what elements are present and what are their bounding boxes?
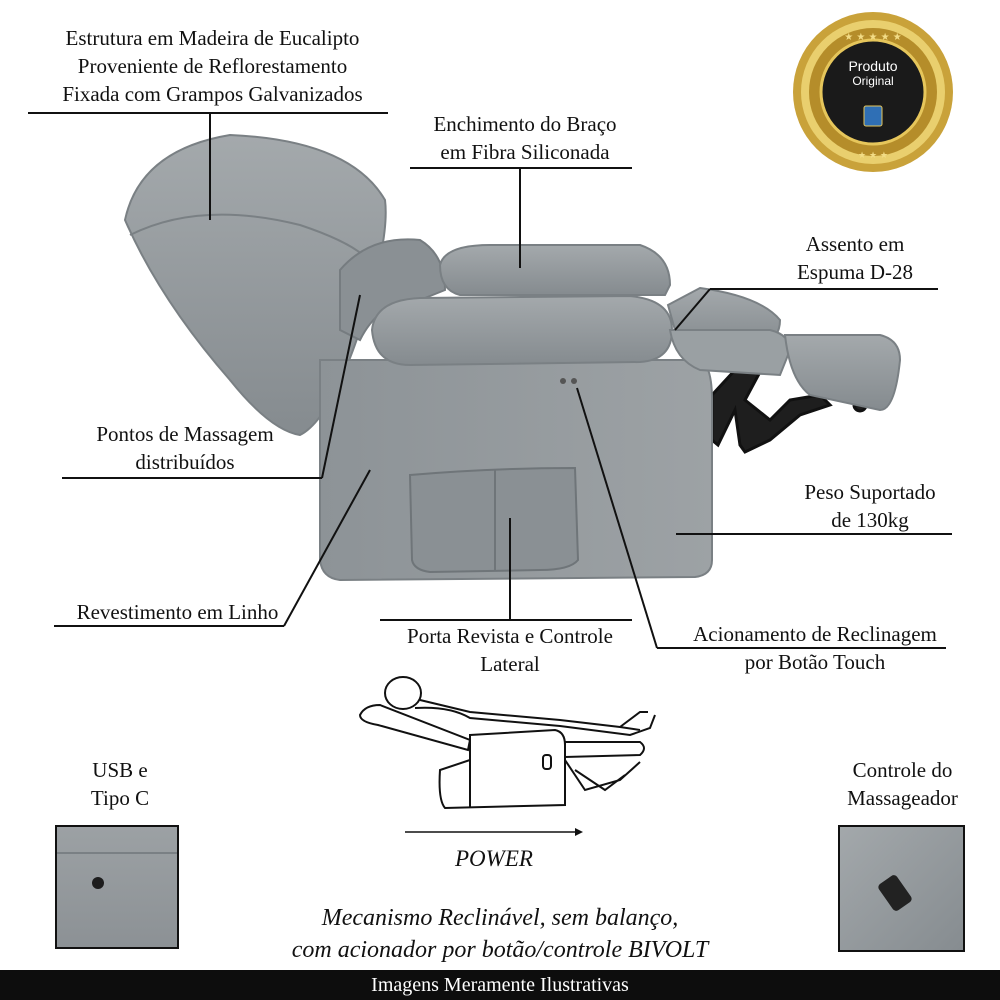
caption-line1: Mecanismo Reclinável, sem balanço, (321, 905, 679, 931)
usb-port-icon (92, 877, 104, 889)
label-assento-line2: Espuma D-28 (796, 260, 914, 284)
label-peso-line2: de 130kg (831, 508, 909, 532)
label-enchimento-line1: Enchimento do Braço (433, 112, 617, 136)
caption-line2: com acionador por botão/controle BIVOLT (291, 937, 709, 963)
badge-text-1: Produto (848, 58, 898, 74)
svg-text:★ ★ ★: ★ ★ ★ (858, 151, 888, 161)
label-acionamento-line1: Acionamento de Reclinagem (693, 622, 937, 646)
label-controle-line1: Controle do (852, 758, 953, 782)
label-revestimento-line1: Revestimento em Linho (76, 600, 279, 624)
label-massagem-line1: Pontos de Massagem (96, 422, 274, 446)
label-enchimento-line2: em Fibra Siliconada (440, 140, 610, 164)
label-peso-line1: Peso Suportado (804, 480, 936, 504)
label-massagem-line2: distribuídos (135, 450, 235, 474)
footer-disclaimer: Imagens Meramente Ilustrativas (0, 970, 1000, 1000)
label-assento-line1: Assento em (805, 232, 905, 256)
badge-text-2: Original (852, 74, 894, 88)
power-label: POWER (455, 846, 533, 871)
person-head (385, 677, 421, 709)
label-acionamento-line2: por Botão Touch (744, 650, 886, 674)
label-porta-revista-line1: Porta Revista e Controle (407, 624, 613, 648)
label-estrutura-line1: Estrutura em Madeira de Eucalipto (65, 26, 360, 50)
label-usb-line2: Tipo C (90, 786, 150, 810)
label-controle-line2: Massageador (847, 786, 958, 810)
svg-text:★ ★ ★ ★ ★: ★ ★ ★ ★ ★ (844, 32, 902, 43)
label-estrutura-line2: Proveniente de Reflorestamento (77, 54, 348, 78)
label-usb-line1: USB e (92, 758, 148, 782)
mechanism-caption (0, 902, 1000, 966)
label-estrutura-line3: Fixada com Grampos Galvanizados (62, 82, 363, 106)
label-porta-revista-line2: Lateral (480, 652, 540, 676)
